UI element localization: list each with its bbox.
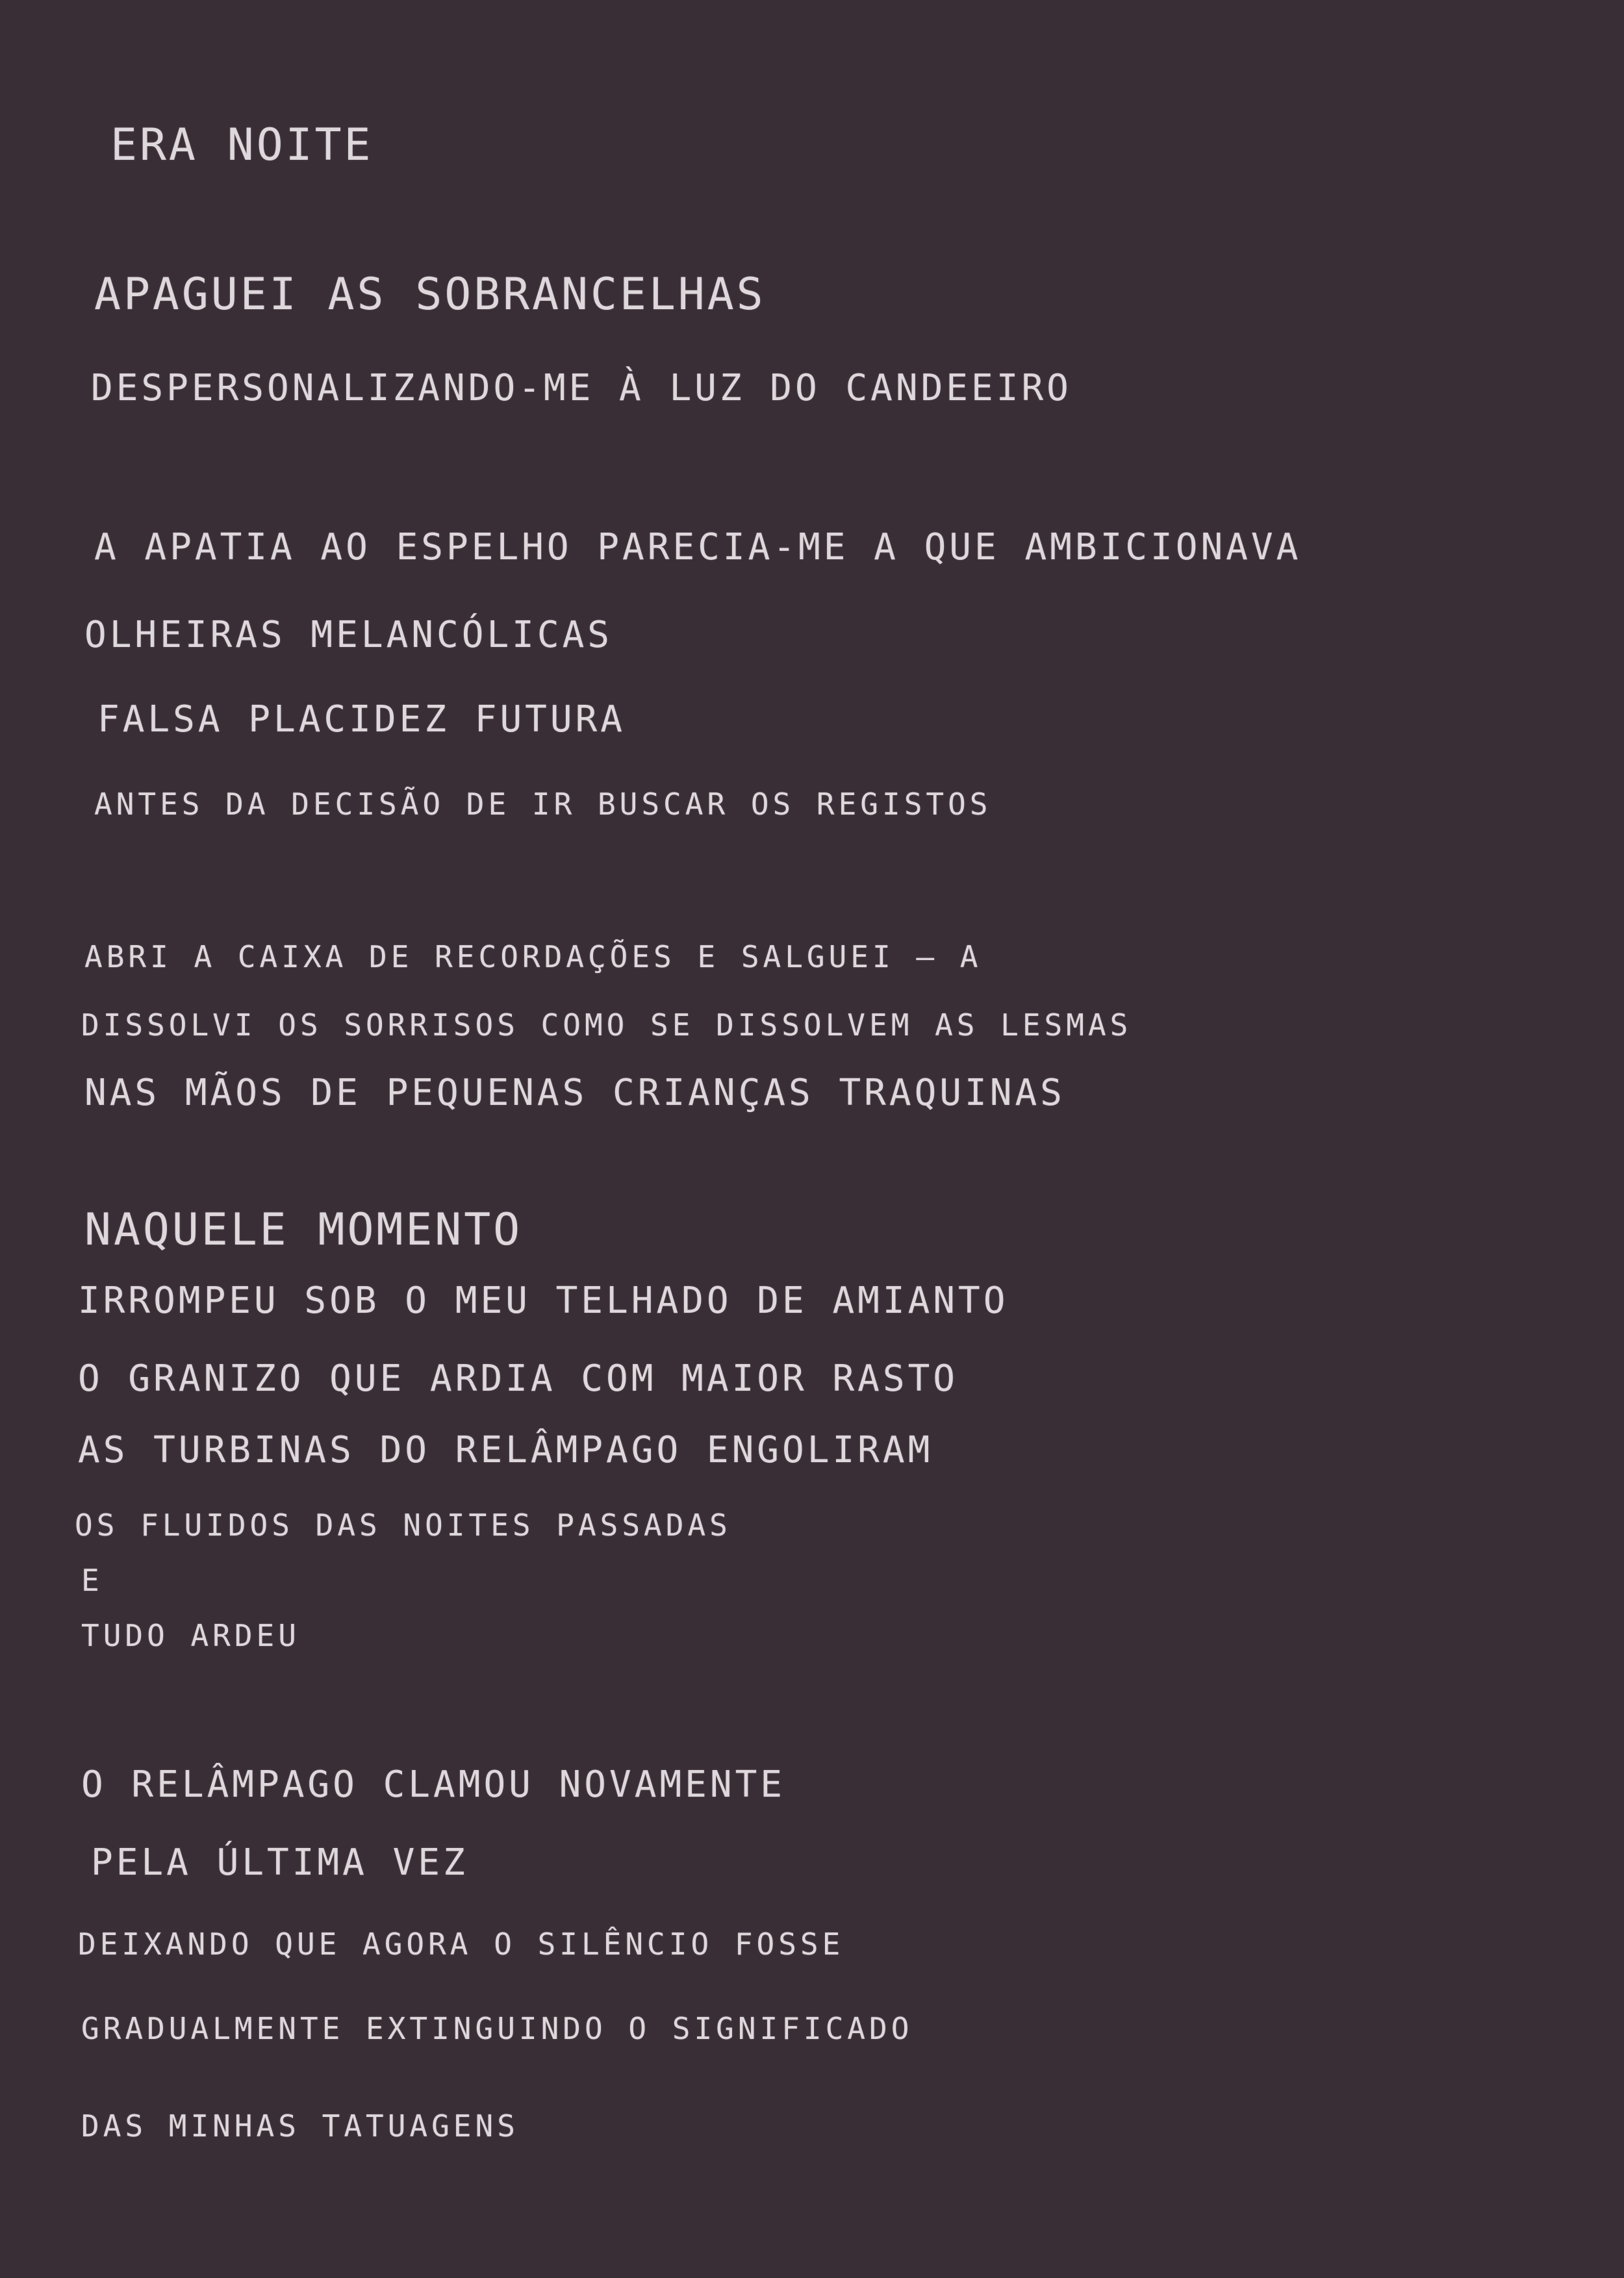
poem-line-13: O GRANIZO QUE ARDIA COM MAIOR RASTO [78, 1358, 959, 1400]
poem-line-20: DEIXANDO QUE AGORA O SILÊNCIO FOSSE [78, 1927, 844, 1962]
poem-line-14: AS TURBINAS DO RELÂMPAGO ENGOLIRAM [78, 1429, 933, 1471]
poem-line-3: DESPERSONALIZANDO-ME À LUZ DO CANDEEIRO [91, 367, 1072, 409]
poem-line-6: FALSA PLACIDEZ FUTURA [97, 698, 626, 740]
poem-line-16: E [81, 1563, 103, 1598]
poem-line-21: GRADUALMENTE EXTINGUINDO O SIGNIFICADO [81, 2011, 913, 2046]
poem-line-9: DISSOLVI OS SORRISOS COMO SE DISSOLVEM AS LESMAS [81, 1007, 1132, 1043]
poem-line-7: ANTES DA DECISÃO DE IR BUSCAR OS REGISTOS [94, 787, 992, 822]
poem-line-5: OLHEIRAS MELANCÓLICAS [84, 614, 613, 656]
poem-line-4: A APATIA AO ESPELHO PARECIA-ME A QUE AMBICIONAVA [94, 526, 1302, 568]
poem-line-12: IRROMPEU SOB O MEU TELHADO DE AMIANTO [78, 1280, 1009, 1322]
poem-line-15: OS FLUIDOS DAS NOITES PASSADAS [75, 1508, 731, 1543]
poem-line-11: NAQUELE MOMENTO [84, 1204, 523, 1256]
poem-line-18: O RELÂMPAGO CLAMOU NOVAMENTE [81, 1764, 786, 1806]
poem-line-8: ABRI A CAIXA DE RECORDAÇÕES E SALGUEI – A [84, 939, 982, 974]
poem-line-17: TUDO ARDEU [81, 1618, 300, 1653]
poem-line-1: ERA NOITE [110, 120, 374, 171]
poem-line-22: DAS MINHAS TATUAGENS [81, 2108, 519, 2144]
poem-line-2: APAGUEI AS SOBRANCELHAS [94, 269, 766, 320]
poem-line-10: NAS MÃOS DE PEQUENAS CRIANÇAS TRAQUINAS [84, 1072, 1065, 1114]
poem-line-19: PELA ÚLTIMA VEZ [91, 1841, 468, 1884]
